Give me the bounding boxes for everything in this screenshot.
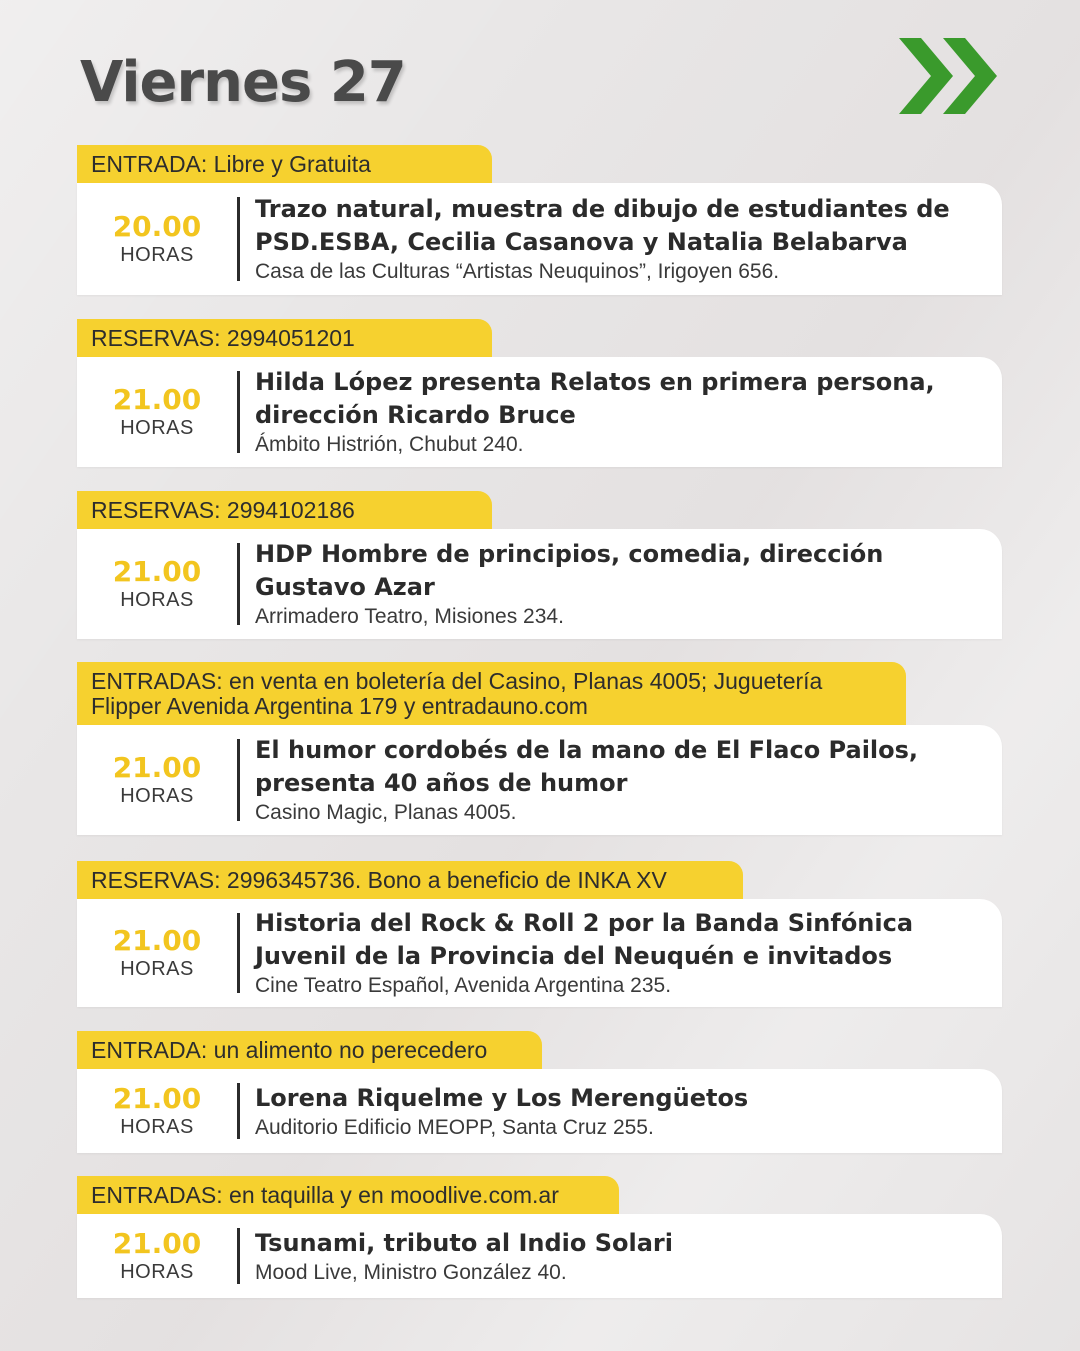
event-hour: 21.00 xyxy=(112,924,202,957)
event-name-line: Juvenil de la Provincia del Neuquén e invitados xyxy=(255,942,893,970)
event-place: Ámbito Histrión, Chubut 240. xyxy=(255,433,524,456)
event-name-line: Tsunami, tributo al Indio Solari xyxy=(255,1228,673,1257)
event-time xyxy=(77,752,237,808)
event-info xyxy=(240,366,955,458)
event-hour: 21.00 xyxy=(112,383,202,416)
double-chevron-right-icon[interactable] xyxy=(895,30,1003,122)
event-time xyxy=(77,1083,237,1139)
event-item xyxy=(77,319,1002,467)
event-hour: 21.00 xyxy=(112,1227,202,1260)
event-card xyxy=(77,183,1002,295)
event-name-line: presenta 40 años de humor xyxy=(255,769,628,797)
entry-tag: ENTRADA: un alimento no perecedero xyxy=(77,1031,542,1069)
event-item xyxy=(77,491,1002,639)
event-item xyxy=(77,1031,1002,1153)
event-info xyxy=(240,193,970,285)
entry-tag: ENTRADAS: en taquilla y en moodlive.com.ar xyxy=(77,1176,619,1214)
event-card xyxy=(77,899,1002,1007)
event-info xyxy=(240,907,933,999)
entry-tag: ENTRADA: Libre y Gratuita xyxy=(77,145,492,183)
event-place: Casa de las Culturas “Artistas Neuquinos”, Irigoyen 656. xyxy=(255,260,780,283)
event-item xyxy=(77,145,1002,295)
event-hour: 21.00 xyxy=(112,751,202,784)
event-item xyxy=(77,662,1002,835)
event-hour-unit: HORAS xyxy=(120,1116,194,1138)
event-info xyxy=(240,1082,768,1141)
event-info xyxy=(240,734,938,826)
event-name-line: PSD.ESBA, Cecilia Casanova y Natalia Belabarva xyxy=(255,228,908,256)
event-name-line: HDP Hombre de principios, comedia, dirección xyxy=(255,540,884,568)
event-name-line: El humor cordobés de la mano de El Flaco Pailos, xyxy=(255,736,919,764)
event-item xyxy=(77,1176,1002,1298)
entry-tag: RESERVAS: 2994051201 xyxy=(77,319,492,357)
event-item xyxy=(77,861,1002,1007)
entry-tag-line: ENTRADAS: en venta en boletería del Casino, Planas 4005; Juguetería xyxy=(91,668,823,694)
event-time xyxy=(77,925,237,981)
entry-tag: RESERVAS: 2994102186 xyxy=(77,491,492,529)
event-hour-unit: HORAS xyxy=(120,1261,194,1283)
event-place: Cine Teatro Español, Avenida Argentina 235. xyxy=(255,974,672,997)
event-time xyxy=(77,211,237,267)
event-hour-unit: HORAS xyxy=(120,244,194,266)
event-hour: 20.00 xyxy=(112,210,202,243)
event-hour: 21.00 xyxy=(112,1082,202,1115)
event-card xyxy=(77,1069,1002,1153)
event-hour-unit: HORAS xyxy=(120,589,194,611)
event-name-line: Historia del Rock & Roll 2 por la Banda Sinfónica xyxy=(255,909,914,937)
event-place: Casino Magic, Planas 4005. xyxy=(255,801,517,824)
event-card xyxy=(77,529,1002,639)
event-hour-unit: HORAS xyxy=(120,958,194,980)
event-name-line: Lorena Riquelme y Los Merengüetos xyxy=(255,1083,749,1112)
event-place: Mood Live, Ministro González 40. xyxy=(255,1260,567,1284)
event-info xyxy=(240,1227,693,1286)
entry-tag-line: Flipper Avenida Argentina 179 y entradauno.com xyxy=(91,693,588,719)
event-place: Arrimadero Teatro, Misiones 234. xyxy=(255,605,564,628)
event-hour-unit: HORAS xyxy=(120,785,194,807)
event-time xyxy=(77,556,237,612)
event-card xyxy=(77,357,1002,467)
event-info xyxy=(240,538,903,630)
event-card xyxy=(77,725,1002,835)
event-time xyxy=(77,384,237,440)
event-name-line: Gustavo Azar xyxy=(255,573,435,601)
event-place: Auditorio Edificio MEOPP, Santa Cruz 255. xyxy=(255,1115,654,1139)
event-time xyxy=(77,1228,237,1284)
entry-tag: RESERVAS: 2996345736. Bono a beneficio de INKA XV xyxy=(77,861,743,899)
event-hour: 21.00 xyxy=(112,555,202,588)
event-card xyxy=(77,1214,1002,1298)
event-name-line: Trazo natural, muestra de dibujo de estudiantes de xyxy=(255,195,950,223)
event-name-line: dirección Ricardo Bruce xyxy=(255,401,576,429)
event-hour-unit: HORAS xyxy=(120,417,194,439)
event-name-line: Hilda López presenta Relatos en primera persona, xyxy=(255,368,935,396)
page-title: Viernes 27 xyxy=(80,50,406,115)
entry-tag xyxy=(77,662,906,725)
